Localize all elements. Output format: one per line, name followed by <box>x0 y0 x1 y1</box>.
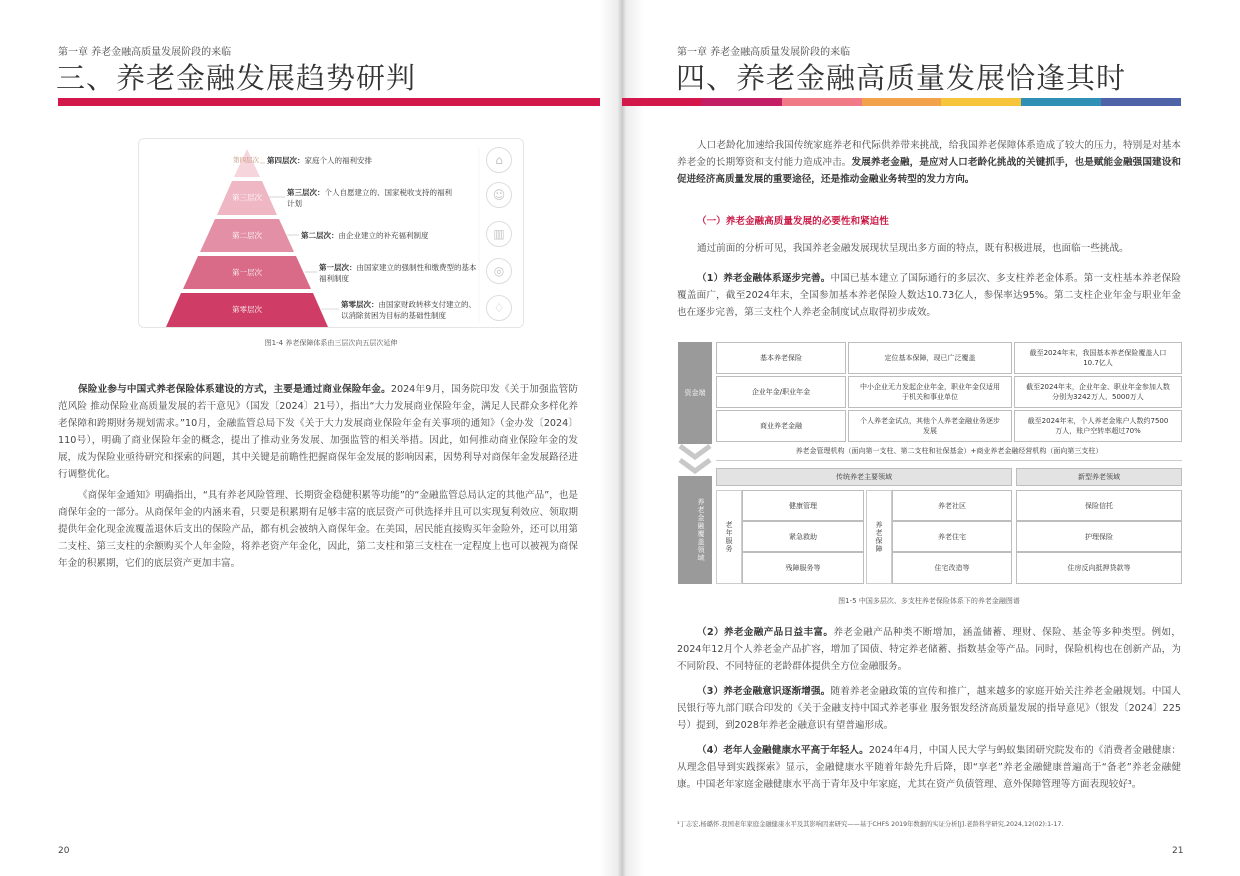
row2-col2: 中小企业无力发起企业年金，职业年金仅适用于机关和事业单位 <box>848 376 1012 408</box>
title-rule <box>58 98 618 106</box>
pyramid-desc-0: 第零层次：由国家财政转移支付建立的、以消除贫困为目标的基础性制度 <box>341 300 476 320</box>
pyramid-tri-label-1: 第一层次 <box>232 268 262 277</box>
funding-side-label: 资金端 <box>678 342 712 444</box>
service-3: 残障服务等 <box>742 552 864 584</box>
color-bar-segment <box>862 98 942 106</box>
chapter-header-right: 第一章 养老金融高质量发展阶段的来临 <box>677 47 851 58</box>
intro-paragraph: 人口老龄化加速给我国传统家庭养老和代际供养带来挑战，给我国养老保障体系造成了较大的压力，特别是对基本养老金的长期筹资和支付能力造成冲击。发展养老金融，是应对人口老龄化挑战的关键抓手，也是赋能金融强国建设和促进经济高质量发展的重要途径，还是推动金融业务转型的发力方向。 <box>677 140 1182 185</box>
pyramid-desc-3: 第三层次：个人自愿建立的、国家税收支持的福利计划 <box>287 188 452 208</box>
chapter-header: 第一章 养老金融高质量发展阶段的来临 <box>58 47 232 58</box>
page-number-left: 20 <box>58 846 70 856</box>
paragraph-item-2: （2）养老金融产品日益丰富。养老金融产品种类不断增加，涵盖储蓄、理财、保险、基金等多种类型。例如，2024年12月个人养老金产品扩容，增加了国债、特定养老储蓄、指数基金等产品。同时，保险机构也在创新产品，为不同阶段、不同特征的老龄群体提供全方位金融服务。 <box>677 627 1182 672</box>
page-number-right: 21 <box>1172 846 1184 856</box>
building-icon: ▥ <box>486 221 512 247</box>
section-heading: （一）养老金融高质量发展的必要性和紧迫性 <box>697 216 889 227</box>
pyramid-tri-label-4: 第四层次 <box>233 156 259 164</box>
page-title-right: 四、养老金融高质量发展恰逢其时 <box>676 61 1127 95</box>
row3-col1: 商业养老金融 <box>716 410 846 442</box>
figure-caption-1-5: 图1-5 中国多层次、多支柱养老保险体系下的养老金融图谱 <box>838 597 1020 605</box>
people-icon: ☺ <box>486 182 512 208</box>
color-bar-segment <box>1101 98 1181 106</box>
new-header: 新型养老领域 <box>1016 468 1182 486</box>
security-3: 住宅改造等 <box>892 552 1012 584</box>
paragraph-overview: 通过前面的分析可见，我国养老金融发展现状呈现出多方面的特点，既有积极进展，也面临一些挑战。 <box>697 243 1129 254</box>
row2-col1: 企业年金/职业年金 <box>716 376 846 408</box>
paragraph-item-3: （3）养老金融意识逐渐增强。随着养老金融政策的宣传和推广，越来越多的家庭开始关注养老金融规划。中国人民银行等九部门联合印发的《关于金融支持中国式养老事业 服务银发经济高质量发展的指导意见》（银发〔2024〕225号）提到，到2028年养老金融意识有望普遍形成。 <box>677 686 1181 731</box>
pyramid-tri-label-2: 第二层次 <box>232 231 262 240</box>
paragraph-insurance: 保险业参与中国式养老保险体系建设的方式，主要是通过商业保险年金。2024年9月，国务院印发《关于加强监管防范风险 推动保险业高质量发展的若干意见》（国发〔2024〕21号），指出“大力发展商业保险年金，满足人民群众多样化养老保障和跨期财务规划需求。”10月，金融监管总局下发《关于大力发展商业保险年金有关事项的通知》（金办发〔2024〕110号），明确了商业保险年金的概念，提出了推动业务发展、加强监管的相关举措。因此，如何推动商业保险年金的发展，成为保险业亟待研究和探索的问题，其中关键是前瞻性把握商保年金发展的影响因素，因势利导对商保年金发展路径进行调整优化。 <box>58 384 578 480</box>
paragraph-annuity: 《商保年金通知》明确指出，“具有养老风险管理、长期资金稳健积累等功能”的“金融监管总局认定的其他产品”，也是商保年金的一部分。从商保年金的内涵来看，只要是积累期有足够丰富的底层资产可供选择并且可以实现复利效应、领取期提供年金化现金流覆盖退休后支出的保险产品，都有机会被纳入商保年金。在美国，居民能直接购买年金险外，还可以用第二支柱、第三支柱的余额购买个人年金险，将养老资产年金化，因此，第二支柱和第三支柱在一定程度上也可以被视为商保年金的积累期，它们的底层资产更加丰富。 <box>58 490 578 569</box>
bridge-text: 养老金管理机构（面向第一支柱、第二支柱和社保基金）+商业养老金融经营机构（面向第三支柱） <box>795 447 1103 455</box>
paragraph-item-1: （1）养老金融体系逐步完善。中国已基本建立了国际通行的多层次、多支柱养老金体系。第一支柱基本养老保险覆盖面广，截至2024年末，全国参加基本养老保险人数达10.73亿人，参保率达95%。第二支柱企业年金与职业年金也在逐步完善，第三支柱个人养老金制度试点取得初步成效。 <box>677 273 1181 318</box>
coverage-side-label: 养老金融覆盖领域 <box>678 476 712 584</box>
service-1: 健康管理 <box>742 490 864 521</box>
row3-col2: 个人养老金试点，其他个人养老金融业务逐步发展 <box>848 410 1012 442</box>
divider <box>716 460 1182 461</box>
globe-icon: ◎ <box>486 258 512 284</box>
shield-icon: ♢ <box>486 295 512 321</box>
figure-caption-1-4: 图1-4 养老保障体系由三层次向五层次延伸 <box>264 339 398 347</box>
book-gutter <box>600 0 644 876</box>
pension-finance-diagram <box>676 340 1182 588</box>
home-icon: ⌂ <box>486 147 512 173</box>
security-1: 养老社区 <box>892 490 1012 521</box>
new-1: 保险信托 <box>1016 490 1182 521</box>
paragraph-item-4: （4）老年人金融健康水平高于年轻人。2024年4月，中国人民大学与蚂蚁集团研究院发布的《消费者金融健康：从理念倡导到实践探索》显示，金融健康水平随着年龄先升后降，即“享老”养老金融健康普遍高于“备老”养老金融健康。中国老年家庭金融健康水平高于青年及中年家庭，尤其在资产负债管理、意外保障管理等方面表现较好³。 <box>677 745 1181 790</box>
color-bar-segment <box>941 98 1021 106</box>
color-bar-segment <box>702 98 782 106</box>
color-bar-segment <box>1021 98 1101 106</box>
row2-col3: 截至2024年末，企业年金、职业年金参加人数分别为3242万人、5000万人 <box>1014 376 1182 408</box>
pyramid-tri-label-0: 第零层次 <box>232 305 262 314</box>
traditional-header: 传统养老主要领域 <box>716 468 1012 486</box>
page-title: 三、养老金融发展趋势研判 <box>56 61 417 95</box>
color-bar-segment <box>782 98 862 106</box>
group-elder-service: 老年服务 <box>716 490 742 584</box>
pyramid-desc-1: 第一层次：由国家建立的强制性和缴费型的基本福利制度 <box>319 263 477 283</box>
new-3: 住房反向抵押贷款等 <box>1016 552 1182 584</box>
chevron-down-icon <box>678 444 714 476</box>
group-elder-security: 养老保障 <box>866 490 892 584</box>
left-page <box>0 0 618 876</box>
pyramid-figure <box>138 138 524 328</box>
row1-col2: 定位基本保障，现已广泛覆盖 <box>848 342 1012 374</box>
service-2: 紧急救助 <box>742 521 864 552</box>
pyramid-desc-4: 第四层次：家庭个人的福利安排 <box>267 156 372 165</box>
color-bar-segment <box>622 98 702 106</box>
pyramid-tri-label-3: 第三层次 <box>232 193 262 202</box>
footnote: ³丁志宏,杨璐怀.我国老年家庭金融健康水平及其影响因素研究——基于CHFS 2019年数据的实证分析[J].老龄科学研究,2024,12(02):1-17. <box>677 821 1064 828</box>
row1-col3: 截至2024年末，我国基本养老保险覆盖人口10.7亿人 <box>1014 342 1182 374</box>
security-2: 养老住宅 <box>892 521 1012 552</box>
new-2: 护理保险 <box>1016 521 1182 552</box>
row1-col1: 基本养老保险 <box>716 342 846 374</box>
pyramid-desc-2: 第二层次：由企业建立的补充福利制度 <box>301 231 429 240</box>
row3-col3: 截至2024年末，个人养老金账户人数约7500万人，账户空转率超过70% <box>1014 410 1182 442</box>
